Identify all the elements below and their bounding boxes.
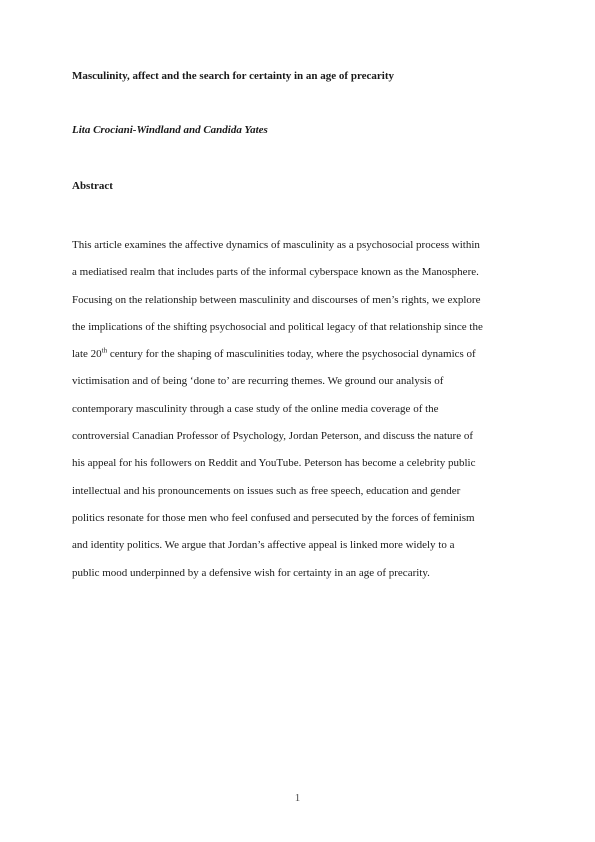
abstract-line: intellectual and his pronouncements on issues such as free speech, education and gender	[72, 484, 461, 497]
paper-authors: Lita Crociani-Windland and Candida Yates	[72, 124, 268, 136]
abstract-line: and identity politics. We argue that Jordan’s affective appeal is linked more widely to a	[72, 539, 455, 552]
abstract-line: This article examines the affective dynamics of masculinity as a psychosocial process within	[72, 239, 480, 251]
abstract-line	[72, 341, 524, 368]
abstract-line: Focusing on the relationship between masculinity and discourses of men’s rights, we explore	[72, 293, 481, 306]
abstract-line: a mediatised realm that includes parts of the informal cyberspace known as the Manosphere.	[72, 266, 479, 279]
abstract-line-text: late 20	[72, 348, 102, 361]
abstract-line-text: century for the shaping of masculinities today, where the psychosocial dynamics of	[107, 348, 476, 361]
abstract-body	[72, 232, 524, 587]
abstract-line: his appeal for his followers on Reddit and YouTube. Peterson has become a celebrity public	[72, 457, 476, 470]
abstract-line: contemporary masculinity through a case study of the online media coverage of the	[72, 402, 439, 415]
abstract-heading: Abstract	[72, 180, 113, 192]
abstract-line: controversial Canadian Professor of Psychology, Jordan Peterson, and discuss the nature of	[72, 430, 474, 443]
ordinal-superscript: th	[101, 346, 108, 355]
abstract-line: victimisation and of being ‘done to’ are recurring themes. We ground our analysis of	[72, 375, 444, 388]
abstract-line: politics resonate for those men who feel confused and persecuted by the forces of feminism	[72, 511, 475, 524]
page-number: 1	[294, 792, 301, 804]
paper-title: Masculinity, affect and the search for certainty in an age of precarity	[72, 70, 395, 82]
abstract-line: the implications of the shifting psychosocial and political legacy of that relationship since the	[72, 320, 483, 333]
abstract-line: public mood underpinned by a defensive wish for certainty in an age of precarity.	[72, 566, 430, 579]
